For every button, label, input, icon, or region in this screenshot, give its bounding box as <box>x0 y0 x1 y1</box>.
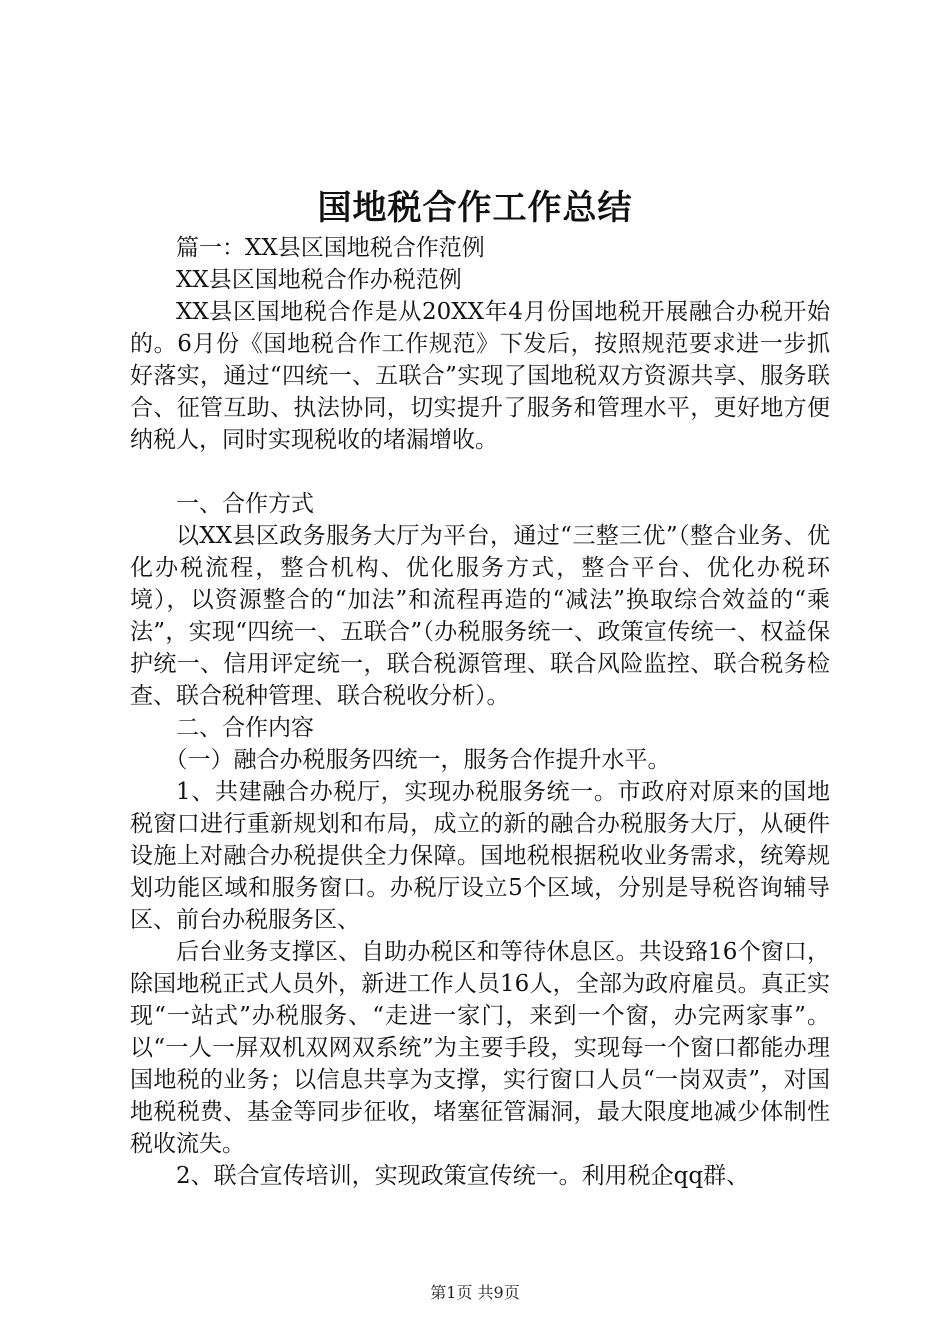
body-paragraph: 1、共建融合办税厅，实现办税服务统一。市政府对原来的国地税窗口进行重新规划和布局，成立的新的融合办税服务大厅，从硬件设施上对融合办税提供全力保障。国地税根据税收业务需求，统筹规划功能区域和服务窗口。办税厅设立5个区域，分别是导税咨询辅导区、前台办税服务区、 <box>130 779 830 933</box>
page-footer: 第1页 共9页 <box>430 1283 520 1302</box>
body-paragraph: 2、联合宣传培训，实现政策宣传统一。利用税企qq群、 <box>176 1163 750 1189</box>
paragraph-gap <box>130 456 830 488</box>
section-heading: 二、合作内容 <box>176 715 314 741</box>
document-title: 国地税合作工作总结 <box>317 188 633 228</box>
subsection-heading: XX县区国地税合作办税范例 <box>176 267 462 293</box>
document-body <box>130 232 830 1192</box>
section-heading: 篇一：XX县区国地税合作范例 <box>176 235 485 261</box>
subsection-heading: （一）融合办税服务四统一，服务合作提升水平。 <box>164 747 671 773</box>
body-paragraph: 以XX县区政务服务大厅为平台，通过“三整三优”（整合业务、优化办税流程，整合机构、优化服务方式，整合平台、优化办税环境），以资源整合的“加法”和流程再造的“减法”换取综合效益的“乘法”，实现“四统一、五联合”（办税服务统一、政策宣传统一、权益保护统一、信用评定统一，联合税源管理、联合风险监控、联合税务检查、联合税种管理、联合税收分析）。 <box>130 523 830 709</box>
section-heading: 一、合作方式 <box>176 491 314 517</box>
body-paragraph: XX县区国地税合作是从20XX年4月份国地税开展融合办税开始的。6月份《国地税合作工作规范》下发后，按照规范要求进一步抓好落实，通过“四统一、五联合”实现了国地税双方资源共享、服务联合、征管互助、执法协同，切实提升了服务和管理水平，更好地方便纳税人，同时实现税收的堵漏增收。 <box>130 299 830 453</box>
body-paragraph: 后台业务支撑区、自助办税区和等待休息区。共设臵16个窗口，除国地税正式人员外，新进工作人员16人，全部为政府雇员。真正实现“一站式”办税服务、“走进一家门，来到一个窗，办完两家事”。以“一人一屏双机双网双系统”为主要手段，实现每一个窗口都能办理国地税的业务；以信息共享为支撑，实行窗口人员“一岗双责”，对国地税税费、基金等同步征收，堵塞征管漏洞，最大限度地减少体制性税收流失。 <box>130 939 830 1157</box>
